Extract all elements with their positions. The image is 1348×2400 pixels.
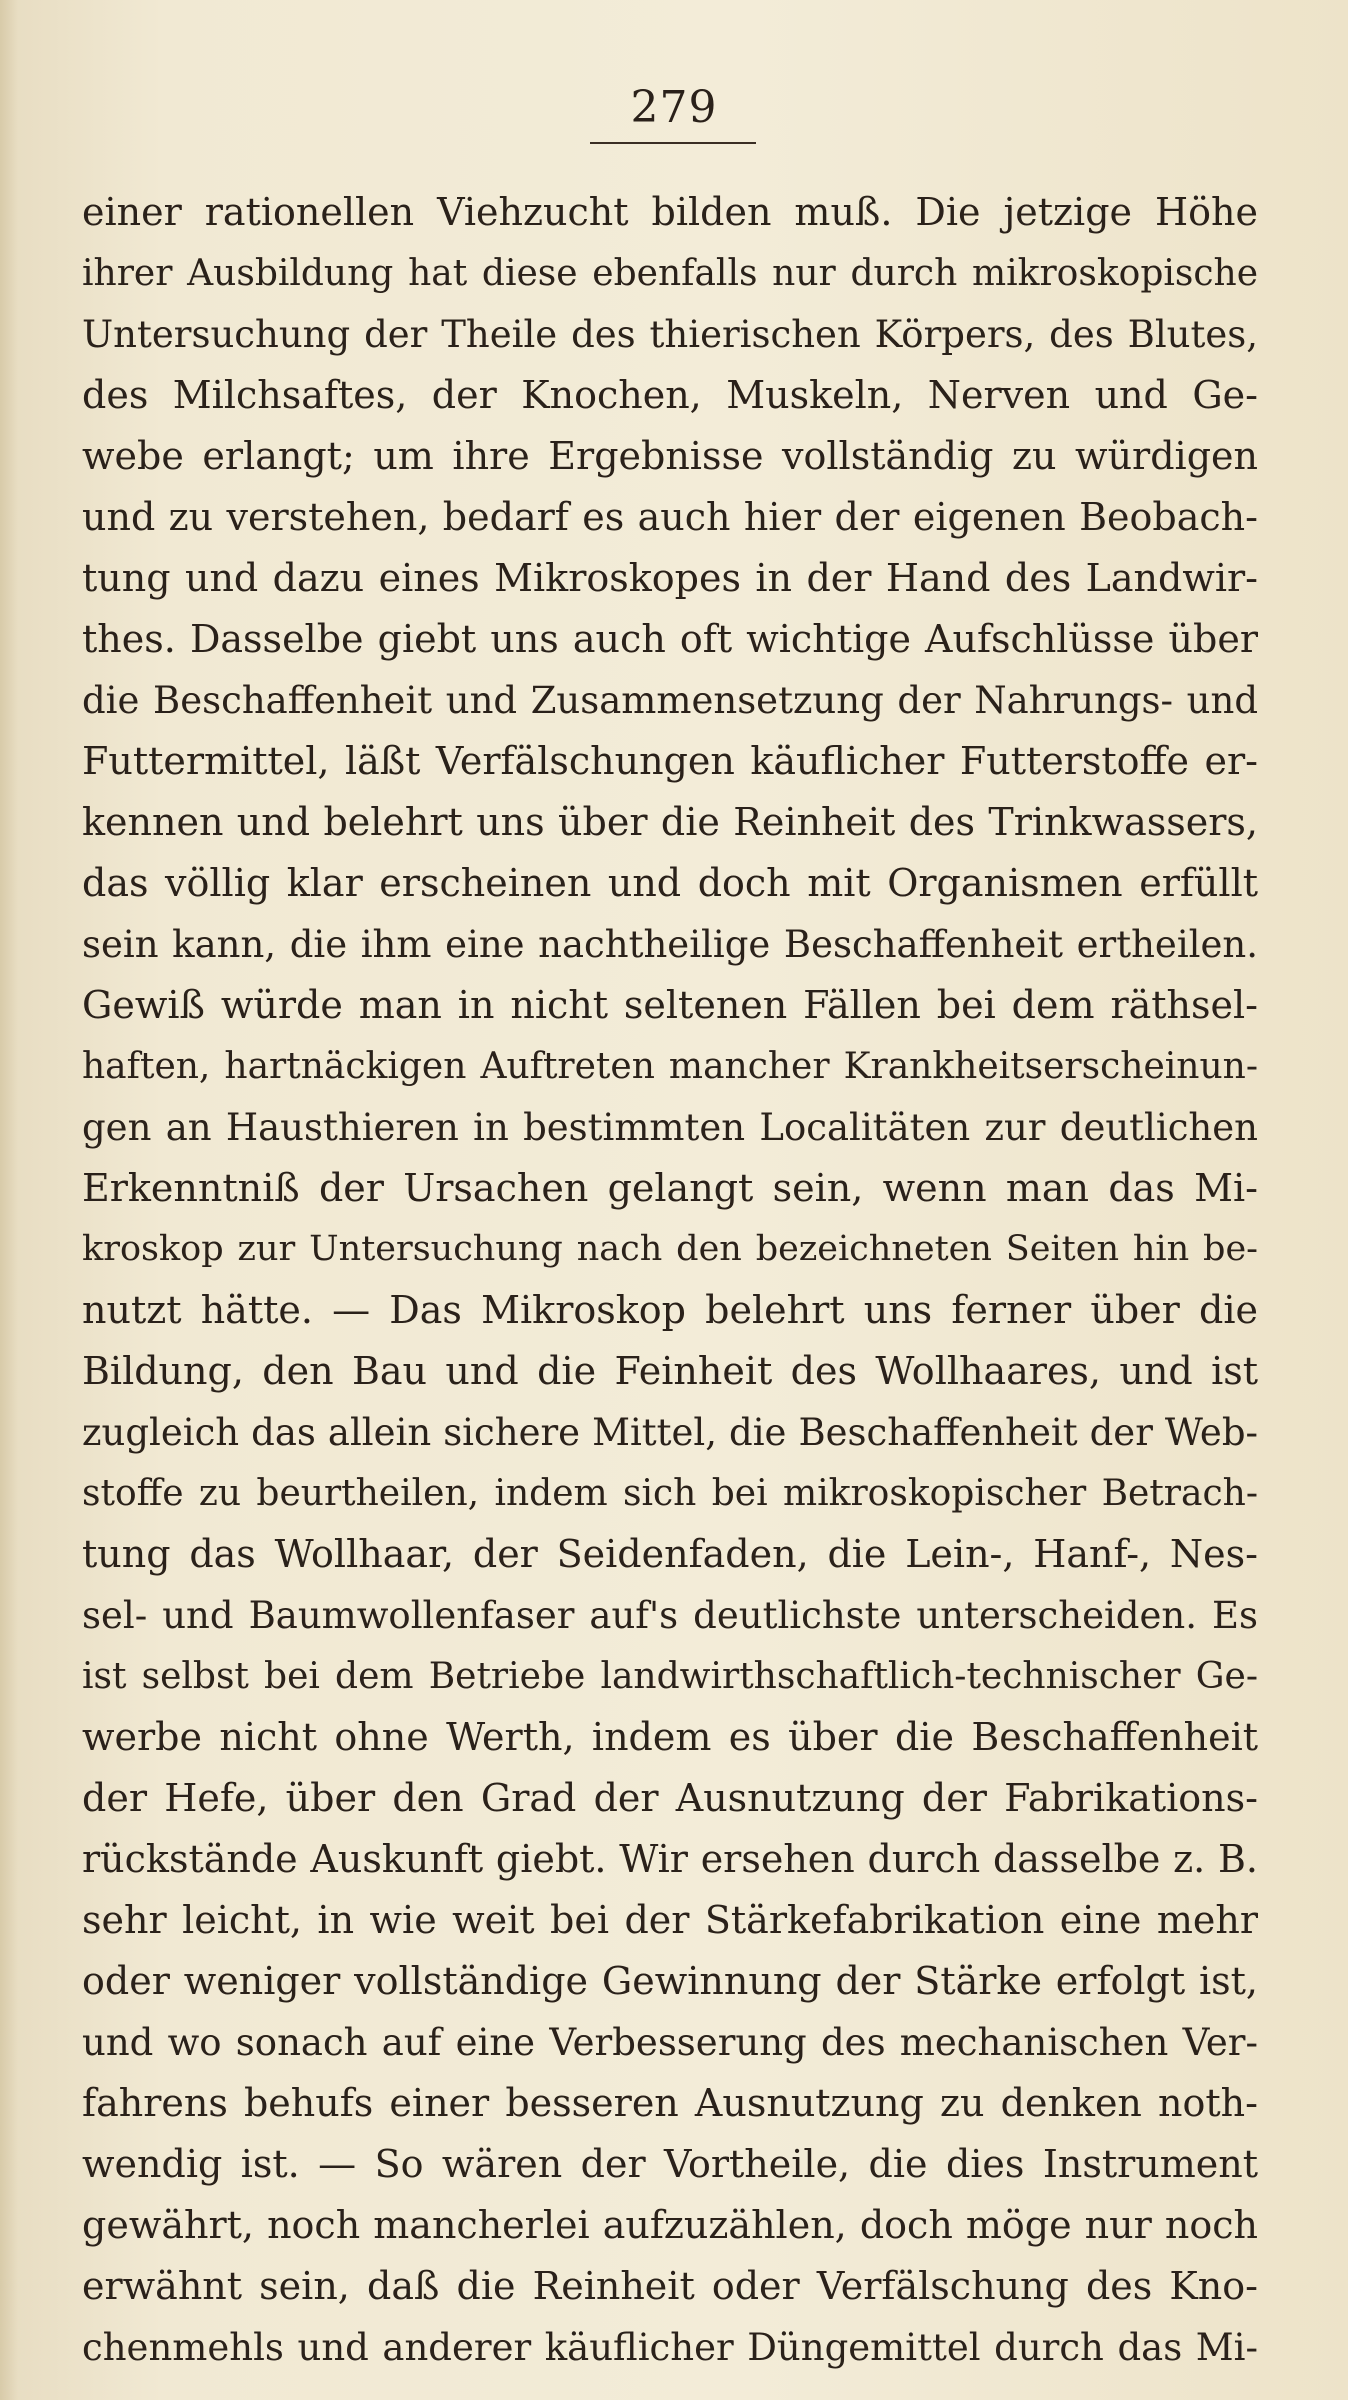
page-number: 279 — [630, 82, 718, 133]
text-line: einer rationellen Viehzucht bilden muß. Die jetzige Höhe — [82, 190, 1258, 234]
text-line: sehr leicht, in wie weit bei der Stärkefabrikation eine mehr — [82, 1898, 1258, 1942]
text-line: Futtermittel, läßt Verfälschungen käuflicher Futterstoffe er- — [82, 739, 1258, 783]
text-line: stoffe zu beurtheilen, indem sich bei mikroskopischer Betrach- — [82, 1473, 1258, 1514]
header-rule — [590, 142, 756, 144]
text-line: der Hefe, über den Grad der Ausnutzung der Fabrikations- — [82, 1776, 1258, 1820]
text-line: kennen und belehrt uns über die Reinheit des Trinkwassers, — [82, 800, 1258, 844]
text-line: erwähnt sein, daß die Reinheit oder Verfälschung des Kno- — [82, 2264, 1258, 2308]
text-line: ist selbst bei dem Betriebe landwirthschaftlich-technischer Ge- — [82, 1656, 1258, 1697]
text-line: fahrens behufs einer besseren Ausnutzung zu denken noth- — [82, 2081, 1258, 2125]
text-line: zugleich das allein sichere Mittel, die Beschaffenheit der Web- — [82, 1411, 1258, 1454]
text-line: und wo sonach auf eine Verbesserung des mechanischen Ver- — [82, 2021, 1258, 2064]
page-gutter-shadow — [0, 0, 18, 2400]
text-line: werbe nicht ohne Werth, indem es über die Beschaffenheit — [82, 1715, 1258, 1759]
text-line: sel- und Baumwollenfaser auf's deutlichste unterscheiden. Es — [82, 1594, 1258, 1637]
text-line: Bildung, den Bau und die Feinheit des Wollhaares, und ist — [82, 1349, 1258, 1393]
text-line: gewährt, noch mancherlei aufzuzählen, doch möge nur noch — [82, 2203, 1258, 2247]
text-line: die Beschaffenheit und Zusammensetzung der Nahrungs- und — [82, 679, 1258, 722]
text-line: gen an Hausthieren in bestimmten Localitäten zur deutlichen — [82, 1106, 1258, 1149]
text-line: tung das Wollhaar, der Seidenfaden, die Lein-, Hanf-, Nes- — [82, 1532, 1258, 1576]
text-line: thes. Dasselbe giebt uns auch oft wichtige Aufschlüsse über — [82, 617, 1258, 661]
text-line: ihrer Ausbildung hat diese ebenfalls nur durch mikroskopische — [82, 253, 1258, 294]
text-line: chenmehls und anderer käuflicher Düngemittel durch das Mi- — [82, 2326, 1258, 2369]
body-text — [82, 182, 1258, 2378]
text-line: oder weniger vollständige Gewinnung der Stärke erfolgt ist, — [82, 1959, 1258, 2003]
text-line: tung und dazu eines Mikroskopes in der Hand des Landwir- — [82, 556, 1258, 600]
text-line: des Milchsaftes, der Knochen, Muskeln, Nerven und Ge- — [82, 373, 1258, 417]
text-line: wendig ist. — So wären der Vortheile, die dies Instrument — [82, 2142, 1258, 2186]
text-line: und zu verstehen, bedarf es auch hier der eigenen Beobach- — [82, 495, 1258, 539]
text-line: rückstände Auskunft giebt. Wir ersehen durch dasselbe z. B. — [82, 1837, 1258, 1881]
text-line: webe erlangt; um ihre Ergebnisse vollständig zu würdigen — [82, 434, 1258, 478]
text-line: das völlig klar erscheinen und doch mit Organismen erfüllt — [82, 861, 1258, 905]
text-line: Untersuchung der Theile des thierischen Körpers, des Blutes, — [82, 313, 1258, 356]
text-line: nutzt hätte. — Das Mikroskop belehrt uns ferner über die — [82, 1288, 1258, 1332]
text-line: Erkenntniß der Ursachen gelangt sein, wenn man das Mi- — [82, 1166, 1258, 1210]
text-line: haften, hartnäckigen Auftreten mancher Krankheitserscheinun- — [82, 1046, 1258, 1087]
text-line: sein kann, die ihm eine nachtheilige Beschaffenheit ertheilen. — [82, 923, 1258, 966]
text-line: Gewiß würde man in nicht seltenen Fällen bei dem räthsel- — [82, 983, 1258, 1027]
text-line: kroskop zur Untersuchung nach den bezeichneten Seiten hin be- — [82, 1229, 1258, 1269]
